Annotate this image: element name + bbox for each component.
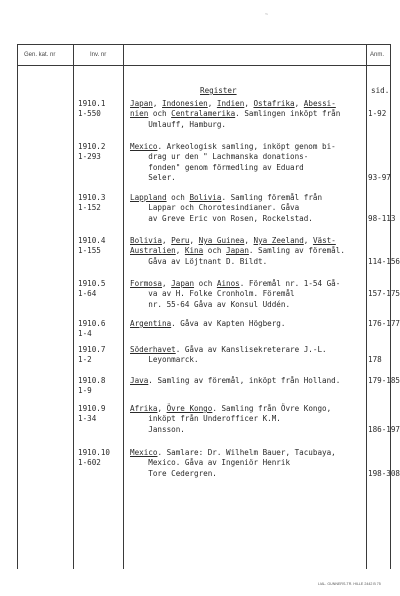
place-name: Abessi-	[303, 99, 336, 108]
place-name: Formosa	[130, 279, 163, 288]
entry-description-line	[130, 236, 345, 246]
place-name: Söderhavet	[130, 345, 176, 354]
description-text: fonden" genom förmedling av Eduard	[130, 162, 304, 172]
entry-inv-year: 1910.3	[78, 193, 106, 202]
entry-pages	[368, 345, 382, 366]
place-name: Japan	[171, 279, 195, 288]
entry-description	[130, 448, 336, 479]
entry-inv-year: 1910.1	[78, 99, 106, 108]
column-rule-gen	[17, 44, 18, 569]
place-name: Peru	[171, 236, 190, 245]
entry-description-line	[130, 109, 340, 119]
entry-description-line	[130, 203, 322, 213]
entry-inv-nr	[78, 142, 105, 163]
entry-inv-year: 1910.10	[78, 448, 111, 457]
entry-description-line	[130, 163, 336, 173]
entry-description-line	[130, 355, 327, 365]
place-name: Japan	[130, 99, 153, 108]
printer-imprint: LIAL. GUNNERS-TR. HILLE 2442 B 75	[318, 582, 381, 586]
place-name: Bolivia	[130, 236, 163, 245]
entry-inv-range: 1-152	[78, 203, 101, 213]
description-text: ,	[207, 99, 217, 108]
description-text: va av H. Folke Cronholm. Föremål	[130, 289, 295, 299]
place-name: Bolivia	[189, 193, 222, 202]
description-text: ,	[303, 236, 313, 245]
scan-mark: ~	[265, 12, 269, 18]
description-text: Seler.	[130, 173, 176, 183]
description-text: . Gåva av Kanslisekreterare J.-L.	[175, 345, 327, 354]
entry-inv-range: 1-293	[78, 152, 101, 162]
place-name: Väst-	[312, 236, 336, 245]
entry-inv-year: 1910.9	[78, 404, 106, 413]
entry-description-line	[130, 214, 322, 224]
description-text: ,	[162, 236, 172, 245]
entry-inv-nr	[78, 99, 105, 120]
entry-description-line	[130, 279, 340, 289]
entry-description-line	[130, 289, 340, 299]
entry-page-range	[368, 152, 391, 162]
entry-description	[130, 319, 285, 329]
description-text: drag ur den " Lachmanska donations-	[130, 152, 309, 162]
entry-description-line	[130, 246, 345, 256]
place-name: Mexico	[130, 448, 158, 457]
description-text: Mexico. Gåva av Ingeniör Henrik	[130, 458, 291, 468]
place-name: Indien	[216, 99, 245, 108]
description-text: och	[203, 246, 227, 256]
place-name: Java	[130, 376, 149, 385]
entry-page-range	[368, 404, 400, 414]
column-rule-desc	[123, 44, 124, 569]
entry-inv-year: 1910.8	[78, 376, 106, 385]
description-text: . Föremål nr. 1-54 Gå-	[239, 279, 341, 288]
description-text: Umlauff, Hamburg.	[130, 119, 227, 129]
entry-page-range: 179-185	[368, 376, 400, 385]
place-name: Indonesien	[162, 99, 208, 108]
entry-page-range: 157-175	[368, 289, 400, 299]
description-text: ,	[244, 236, 254, 245]
entry-description-line	[130, 99, 340, 109]
entry-description-line	[130, 448, 336, 458]
entry-page-range: 93-97	[368, 173, 391, 183]
description-text: Lappar och Chorotesindianer. Gåva	[130, 203, 300, 213]
description-text: av Greve Eric von Rosen, Rockelstad.	[130, 213, 313, 223]
entry-page-range: 198-308	[368, 468, 400, 478]
place-name: Nya Zeeland	[253, 236, 304, 245]
entry-page-range	[368, 345, 382, 355]
description-text: inköpt från Underofficer K.M.	[130, 414, 281, 424]
entry-description	[130, 279, 340, 310]
entry-description-line	[130, 142, 336, 152]
description-text: . Samling föremål från	[221, 193, 323, 202]
description-text: Tore Cedergren.	[130, 468, 217, 478]
description-text: . Arkeologisk samling, inköpt genom bi-	[157, 142, 336, 151]
entry-page-range	[368, 142, 391, 152]
entry-description-line	[130, 414, 331, 424]
description-text: ,	[175, 246, 185, 256]
entry-page-range	[368, 236, 400, 246]
entry-description	[130, 404, 331, 435]
entry-page-range: 176-177	[368, 319, 400, 328]
entry-description-line	[130, 319, 285, 329]
entry-inv-range: 1-2	[78, 355, 92, 365]
place-name: Ainos	[216, 279, 240, 288]
description-text: ,	[244, 99, 254, 108]
place-name: Övre Kongo	[166, 404, 213, 413]
entry-inv-nr	[78, 236, 105, 257]
entry-description-line	[130, 300, 340, 310]
entry-pages	[368, 193, 395, 224]
entry-pages	[368, 99, 386, 120]
entry-page-range	[368, 99, 386, 109]
entry-description	[130, 142, 336, 184]
description-text: ,	[294, 99, 304, 108]
entry-page-range	[368, 203, 395, 213]
place-name: Afrika	[130, 404, 158, 413]
entry-description-line	[130, 173, 336, 183]
register-sid-label: sid.	[371, 86, 390, 95]
entry-description-line	[130, 193, 322, 203]
entry-page-range	[368, 279, 400, 289]
entry-inv-range: 1-64	[78, 289, 97, 299]
entry-page-range	[368, 246, 400, 256]
register-title: Register	[200, 86, 237, 95]
entry-description-line	[130, 152, 336, 162]
entry-inv-nr	[78, 319, 105, 340]
place-name: Centralamerika	[171, 109, 236, 119]
entry-inv-range: 1-34	[78, 414, 97, 424]
header-inv-nr: Inv. nr	[90, 52, 107, 58]
entry-description	[130, 236, 345, 267]
entry-page-range: 178	[368, 355, 382, 365]
place-name: Mexico	[130, 142, 158, 151]
entry-page-range: 114-156	[368, 256, 400, 266]
entry-pages	[368, 376, 400, 386]
entry-page-range	[368, 448, 400, 458]
place-name: Lappland	[130, 193, 167, 202]
entry-page-range	[368, 193, 395, 203]
entry-description-line	[130, 257, 345, 267]
description-text: Leyonmarck.	[130, 355, 199, 365]
entry-pages	[368, 279, 400, 310]
description-text: . Samling av föremål, inköpt från Holland.	[148, 376, 341, 385]
entry-inv-year: 1910.5	[78, 279, 106, 288]
entry-page-range: 98-113	[368, 213, 396, 223]
entry-description-line	[130, 345, 327, 355]
entry-pages	[368, 319, 400, 329]
entry-inv-range: 1-155	[78, 246, 101, 256]
entry-inv-year: 1910.6	[78, 319, 106, 328]
entry-inv-range: 1-4	[78, 329, 92, 339]
description-text: . Samlare: Dr. Wilhelm Bauer, Tacubaya,	[157, 448, 336, 457]
entry-description	[130, 376, 340, 386]
description-text: ,	[152, 99, 163, 108]
entry-pages	[368, 236, 400, 267]
description-text: ,	[189, 236, 199, 245]
entry-inv-nr	[78, 448, 110, 469]
description-text: . Samlingen inköpt från	[235, 109, 341, 119]
place-name: Australien	[130, 246, 176, 256]
description-text: Jansson.	[130, 424, 185, 434]
entry-description	[130, 193, 322, 224]
entry-inv-nr	[78, 376, 105, 397]
entry-description	[130, 99, 340, 130]
place-name: Kina	[184, 246, 204, 256]
entry-page-range	[368, 300, 400, 310]
entry-inv-year: 1910.4	[78, 236, 106, 245]
description-text: . Gåva av Kapten Högberg.	[171, 319, 286, 328]
entry-inv-range: 1-602	[78, 458, 101, 468]
place-name: Nya Guinea	[198, 236, 245, 245]
entry-inv-nr	[78, 404, 105, 425]
description-text: Gåva av Löjtnant D. Bildt.	[130, 256, 268, 266]
header-gen-kat-nr: Gen. kat. nr	[24, 52, 56, 58]
entry-page-range	[368, 163, 391, 173]
place-name: Ostafrika	[253, 99, 295, 108]
description-text: ,	[157, 404, 167, 413]
entry-description-line	[130, 120, 340, 130]
entry-inv-year: 1910.2	[78, 142, 106, 151]
entry-pages	[368, 448, 400, 479]
entry-inv-range: 1-9	[78, 386, 92, 396]
column-rule-inv	[73, 44, 74, 569]
entry-description-line	[130, 404, 331, 414]
entry-inv-nr	[78, 345, 105, 366]
header-anm: Anm.	[370, 52, 385, 58]
place-name: Japan	[226, 246, 249, 256]
entry-description-line	[130, 458, 336, 468]
description-text: . Samling av föremål.	[248, 246, 345, 256]
description-text: nr. 55-64 Gåva av Konsul Uddén.	[130, 299, 291, 309]
description-text: . Samling från Övre Kongo,	[212, 404, 332, 413]
description-text: ,	[162, 279, 172, 288]
entry-page-range: 1-92	[368, 109, 387, 119]
column-rule-anm	[366, 44, 367, 569]
entry-description-line	[130, 469, 336, 479]
entry-inv-nr	[78, 279, 105, 300]
entry-inv-nr	[78, 193, 105, 214]
entry-inv-range: 1-550	[78, 109, 101, 119]
description-text: och	[194, 279, 217, 288]
entry-description	[130, 345, 327, 366]
entry-page-range	[368, 458, 400, 468]
description-text: och	[148, 109, 172, 119]
entry-description-line	[130, 376, 340, 386]
description-text: och	[166, 193, 190, 202]
entry-inv-year: 1910.7	[78, 345, 106, 354]
place-name: nien	[130, 109, 149, 119]
entry-pages	[368, 404, 400, 435]
entry-pages	[368, 142, 391, 184]
entry-page-range	[368, 414, 400, 424]
entry-description-line	[130, 425, 331, 435]
place-name: Argentina	[130, 319, 172, 328]
entry-page-range: 186-197	[368, 424, 400, 434]
